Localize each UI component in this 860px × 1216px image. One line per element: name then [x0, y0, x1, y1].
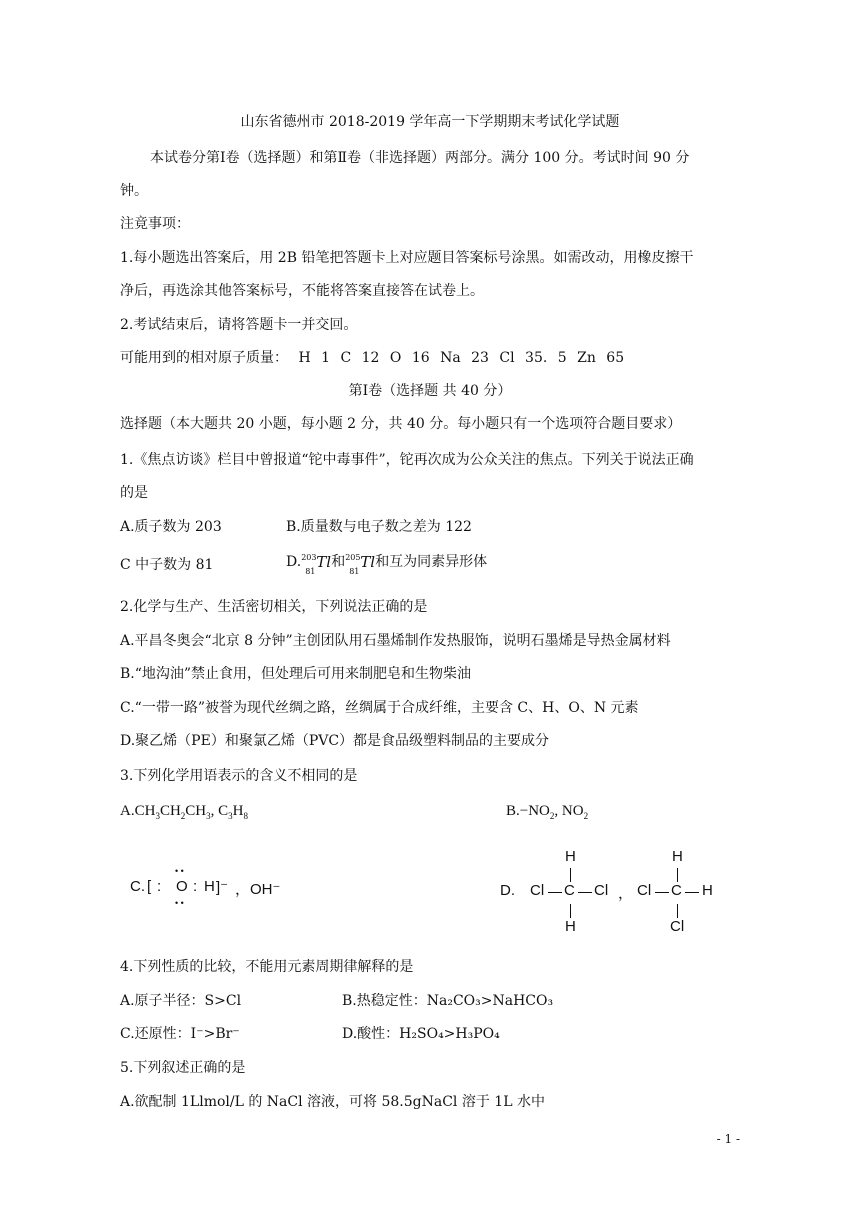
section-1-description: 选择题（本大题共 20 小题，每小题 2 分，共 40 分。每小题只有一个选项符合题目要求） — [120, 416, 682, 432]
page-number: - 1 - — [716, 1132, 740, 1146]
q3-option-d: D. H Cl C Cl H ， H Cl C H Cl — [500, 848, 713, 935]
q3-option-b: $B.-NO_2$, $NO_2$ — [506, 803, 589, 821]
bond — [677, 904, 678, 918]
lone-pair-bottom: • • — [175, 898, 184, 908]
bond — [548, 892, 562, 893]
q4-stem: 4.下列性质的比较，不能用元素周期律解释的是 — [120, 959, 414, 975]
q4-option-a: A.原子半径：S>Cl — [120, 993, 242, 1009]
intro-line-2: 钟。 — [120, 183, 148, 199]
q1-d-and: 和 — [331, 554, 346, 570]
q1-option-b: B.质量数与电子数之差为 122 — [286, 519, 472, 535]
q2-option-d: D.聚乙烯（PE）和聚氯乙烯（PVC）都是食品级塑料制品的主要成分 — [120, 733, 550, 749]
q2-option-a: A.平昌冬奥会“北京 8 分钟”主创团队用石墨烯制作发热服饰，说明石墨烯是导热金属材料 — [120, 633, 671, 649]
q2-option-b: B.“地沟油”禁止食用，但处理后可用来制肥皂和生物柴油 — [120, 666, 472, 682]
q1-option-a: A.质子数为 203 — [120, 519, 222, 535]
bond — [655, 892, 669, 893]
q1-option-c: C 中子数为 81 — [120, 557, 214, 573]
q1-stem-line-1: 1.《焦点访谈》栏目中曾报道“铊中毒事件”，铊再次成为公众关注的焦点。下列关于说法正确 — [120, 452, 694, 468]
q5-stem: 5.下列叙述正确的是 — [120, 1060, 246, 1076]
q4-option-c: C.还原性：I⁻>Br⁻ — [120, 1026, 240, 1042]
q1-stem-line-2: 的是 — [120, 485, 148, 501]
q5-option-a: A.欲配制 1Llmol/L 的 NaCl 溶液，可将 58.5gNaCl 溶于 1L 水中 — [120, 1094, 545, 1110]
bond — [685, 892, 699, 893]
q1-d-label: D. — [286, 554, 302, 570]
lone-pair-top: • • — [175, 866, 184, 876]
atomic-mass-line: 可能用到的相对原子质量： H 1 C 12 O 16 Na 23 Cl 35. 5 Zn 65 — [120, 350, 625, 366]
q1-option-d — [286, 552, 488, 576]
q2-stem: 2.化学与生产、生活密切相关，下列说法正确的是 — [120, 599, 428, 615]
note-2: 2.考试结束后，请将答题卡一并交回。 — [120, 317, 358, 333]
q1-d-suffix: 和互为同素异形体 — [375, 554, 488, 570]
intro-line-1: 本试卷分第Ⅰ卷（选择题）和第Ⅱ卷（非选择题）两部分。满分 100 分。考试时间 90 分 — [150, 150, 690, 166]
q3-option-c: C. [ : • • O • • : H ]⁻ ，OH⁻ — [130, 866, 281, 908]
q3-stem: 3.下列化学用语表示的含义不相同的是 — [120, 768, 358, 784]
exam-title: 山东省德州市 2018-2019 学年高一下学期期末考试化学试题 — [240, 114, 620, 130]
section-1-heading: 第Ⅰ卷（选择题 共 40 分） — [348, 383, 512, 399]
bond — [677, 868, 678, 882]
tl-203-nuclide: 203 81 Tl — [301, 553, 331, 576]
q2-option-c: C.“一带一路”被誉为现代丝绸之路，丝绸属于合成纤维，主要含 C、H、O、N 元素 — [120, 700, 639, 716]
notes-heading: 注竟事项： — [120, 216, 190, 232]
bond — [570, 868, 571, 882]
bond — [578, 892, 592, 893]
note-1-line-1: 1.每小题选出答案后，用 2B 铅笔把答题卡上对应题目答案标号涂黑。如需改动，用橡皮擦干 — [120, 250, 694, 266]
bond — [570, 904, 571, 918]
q4-option-b: B.热稳定性：Na₂CO₃>NaHCO₃ — [342, 993, 554, 1009]
note-1-line-2: 净后，再选涂其他答案标号，不能将答案直接答在试卷上。 — [120, 283, 484, 299]
q4-option-d: D.酸性：H₂SO₄>H₃PO₄ — [342, 1026, 500, 1042]
q3-option-a: $A.CH_3CH_2CH_3$, $C_3H_8$ — [120, 803, 248, 821]
tl-205-nuclide: 205 81 Tl — [345, 553, 375, 576]
